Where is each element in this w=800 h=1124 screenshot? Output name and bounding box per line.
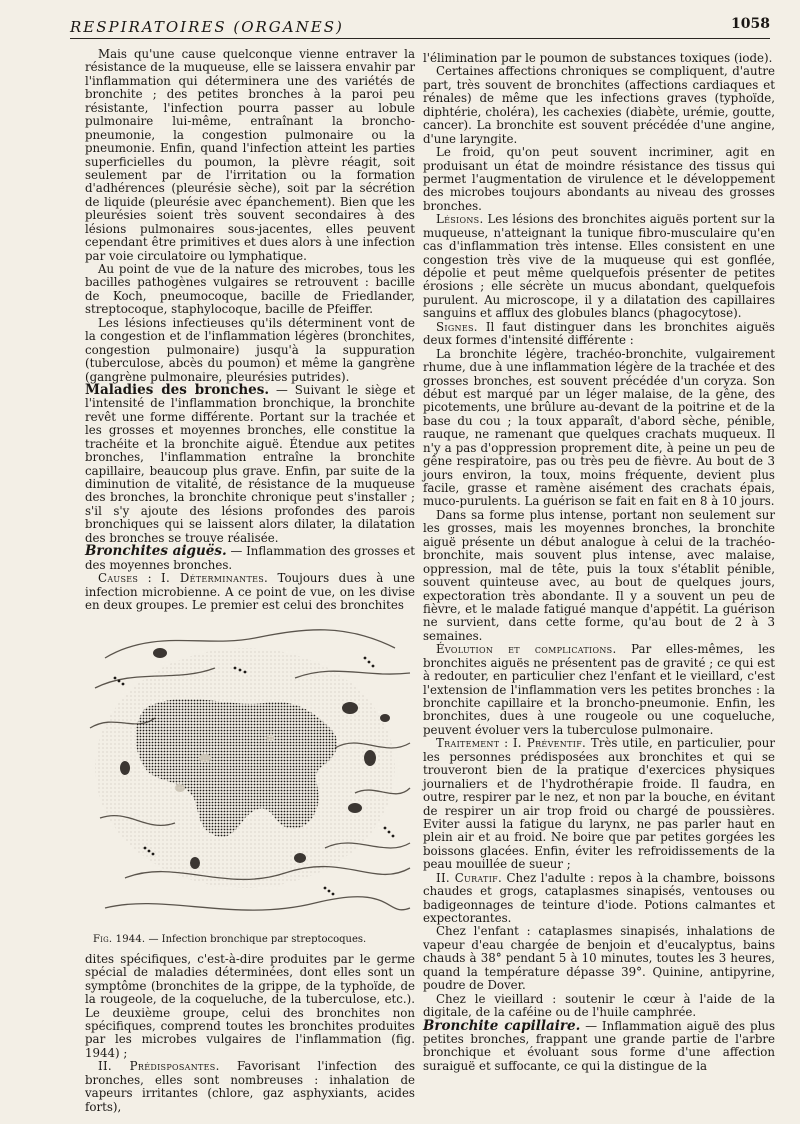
paragraph: Mais qu'une cause quelconque vienne entraver la résistance de la muqueuse, elle se laissera envahir par l'inflammation qui déterminera une des variétés de bronchite ; des petites bronches à la paroi peu résistante, l'infection pourra passer au lobule pulmonaire lui-même, entraînant la broncho-pneumonie, la congestion pulmonaire ou la pneumonie. Enfin, quand l'infection atteint les parties superficielles du poumon, la plèvre réagit, soit seulement par de l'irritation ou la formation d'adhérences (pleurésie sèche), soit par la sécrétion de liquide (pleurésie avec épanchement). Bien que les pleurésies soient très souvent secondaires à des lésions pulmonaires sous-jacentes, elles peuvent cependant être primitives et dues alors à une infection par voie circulatoire ou lymphatique. [85, 47, 415, 263]
causes-label: Causes [98, 571, 139, 586]
section-text: — Suivant le siège et l'intensité de l'inflammation bronchique, la bronchite revêt une forme différente. Portant sur la trachée et les grosses et moyennes bronches, elle constitue la trachéite et la bronchite aiguë. Étendue aux petites bronches, l'inflammation entraîne la bronchite capillaire, beaucoup plus grave. Enfin, par suite de la diminution de vitalité, de résistance de la muqueuse des bronches, la bronchite chronique peut s'installer ; s'il s'y ajoute des lésions profondes des parois bronchiques qui se laissent alors dilater, la dilatation des bronches se trouve réalisée. [85, 382, 415, 545]
lesions-paragraph [423, 213, 775, 321]
paragraph: La bronchite légère, trachéo-bronchite, vulgairement rhume, due à une inflammation légère de la trachée et des grosses bronches, est souvent précédée d'un coryza. Son début est marqué par un léger malaise, de la gêne, des picotements, une brûlure au-devant de la poitrine et de la base du cou ; la toux apparaît, d'abord sèche, pénible, rauque, ne ramenant que quelques crachats muqueux. Il n'y a pas d'oppression proprement dite, à peine un peu de gêne respiratoire, pas ou très peu de fièvre. Au bout de 3 jours environ, la toux, moins fréquente, devient plus facile, grasse et ramène aisément des crachats épais, muco-purulents. La guérison se fait en fait en 8 à 10 jours. [423, 346, 775, 509]
evolution-text: Par elles-mêmes, les bronchites aiguës ne présentent pas de gravité ; ce qui est à redouter, en particulier chez l'enfant et le vieillard, c'est l'extension de l'inflammation vers les petites bronches : la bronchite capillaire et la broncho-pneumonie. Enfin, les bronchites, dues à une rougeole ou une coqueluche, peuvent évoluer vers la tuberculose pulmonaire. [423, 642, 776, 737]
traitement-paragraph: Traitement : I. Préventif. Très utile, en particulier, pour les personnes prédisposées aux bronchites et qui se trouveront bien de la pratique d'exercices physiques journaliers et de l'hydrothérapie froide. Il faudra, en outre, respirer par le nez, et non par la bouche, en évitant de respirer un air trop froid ou chargé de poussières. Eviter aussi la fatigue du larynx, ne pas parler haut en plein air et au froid. Ne boire que par petites gorgées les boissons glacées. Enfin, éviter les refroidissements de la peau mouillée de sueur ; [423, 736, 775, 872]
figure-caption-text: — Infection bronchique par streptocoques. [145, 934, 367, 946]
signes-text: Il faut distinguer dans les bronchites aiguës deux formes d'intensité différente : [423, 319, 775, 348]
figure-caption [93, 933, 415, 946]
figure-1944 [85, 618, 415, 930]
paragraph: Dans sa forme plus intense, portant non seulement sur les grosses, mais les moyennes bronches, la bronchite aiguë présente un début analogue à celui de la trachéo-bronchite, mais souvent plus intense, avec malaise, oppression, mal de tête, puis la toux s'établit pénible, souvent quinteuse avec, au bout de quelques jours, expectoration très abondante. Il y a souvent un peu de fièvre, et le malade fatigué manque d'appétit. La guérison ne survient, dans cette forme, qu'au bout de 2 à 3 semaines. [423, 507, 775, 643]
causes-paragraph: Causes : I. Déterminantes. Toujours dues à une infection microbienne. A ce point de vue, on les divise en deux groupes. Le premier est celui des bronchites [85, 571, 415, 612]
lesions-label: Lésions. [436, 212, 484, 227]
curatif-text: Chez l'adulte : repos à la chambre, boissons chaudes et grogs, cataplasmes sinapisés, ventouses ou badigeonnages de teinture d'iode. Potions calmantes et expectorantes. [423, 870, 775, 925]
section-text: — Inflammation des grosses et des moyennes bronches. [85, 544, 415, 572]
paragraph: Certaines affections chroniques se compliquent, d'autre part, très souvent de bronchites (affections cardiaques et rénales) de même que les infections graves (typhoïde, diphtérie, choléra), les cachexies (diabète, urémie, goutte, cancer). La bronchite est souvent précédée d'une angine, d'une laryngite. [423, 64, 775, 146]
figure-caption-label: Fig. 1944. [93, 934, 146, 946]
traitement-text: Très utile, en particulier, pour les personnes prédisposées aux bronchites et qui se trouveront bien de la pratique d'exercices physiques journaliers et de l'hydrothérapie froide. Il faudra, en outre, respirer par le nez, et non par la bouche, en évitant de respirer un air trop froid ou chargé de poussières. Eviter aussi la fatigue du larynx, ne pas parler haut en plein air et au froid. Ne boire que par petites gorgées les boissons glacées. Enfin, éviter les refroidissements de la peau mouillée de sueur ; [423, 736, 775, 872]
section-text: — Inflammation aiguë des plus petites bronches, frappant une grande partie de l'arbre bronchique et évoluant sous forme d'une affection suraiguë et suffocante, ce qui la distingue de la [423, 1018, 775, 1073]
curatif-label: II. Curatif. [436, 870, 503, 885]
left-column [85, 48, 415, 1114]
paragraph: dites spécifiques, c'est-à-dire produites par le germe spécial de maladies déterminées, dont elles sont un symptôme (bronchites de la grippe, de la typhoïde, de la rougeole, de la coqueluche, de la tuberculose, etc.). Le deuxième groupe, celui des bronchites non spécifiques, comprend toutes les bronchites produites par les microbes vulgaires de l'inflammation (fig. 1944) ; [85, 951, 415, 1060]
traitement-sub: I. Préventif. [512, 736, 587, 751]
causes-text: Toujours dues à une infection microbienne. A ce point de vue, on les divise en deux groupes. Le premier est celui des bronchites [85, 571, 415, 612]
evolution-label: Évolution et complications. [436, 642, 617, 657]
causes-sub: I. Déterminantes. [161, 571, 269, 586]
predisposantes-paragraph [85, 1060, 415, 1114]
section-capillaire [423, 1017, 775, 1074]
section-heading: Maladies des bronches. [85, 381, 270, 398]
section-maladies [85, 381, 415, 545]
evolution-paragraph [423, 643, 775, 737]
paragraph: Chez l'enfant : cataplasmes sinapisés, inhalations de vapeur d'eau chargée de benjoin et d'eucalyptus, bains chauds à 38° pendant 5 à 10 minutes, toutes les 3 heures, quand la température dépasse 39°. Quinine, antipyrine, poudre de Dover. [423, 924, 775, 993]
predisposantes-label: II. Prédisposantes. [98, 1059, 220, 1074]
lesions-text: Les lésions des bronchites aiguës portent sur la muqueuse, n'atteignant la tunique fibro-musculaire qu'en cas d'inflammation très intense. Elles consistent en une congestion très vive de la muqueuse qui est gonflée, dépolie et peut même quelquefois présenter de petites érosions ; elle sécrète un mucus abondant, quelquefois purulent. Au microscope, il y a dilatation des capillaires sanguins et afflux des globules blancs (phagocytose). [423, 212, 775, 321]
section-heading: Bronchites aiguës. [85, 543, 227, 560]
paragraph: Chez le vieillard : soutenir le cœur à l'aide de la digitale, de la caféine ou de l'huile camphrée. [423, 991, 775, 1020]
paragraph: Au point de vue de la nature des microbes, tous les bacilles pathogènes vulgaires se retrouvent : bacille de Koch, pneumocoque, bacille de Friedlander, streptocoque, staphylocoque, bacille de Pfeiffer. [85, 262, 415, 317]
traitement-label: Traitement [436, 736, 500, 751]
right-column [423, 52, 775, 1073]
running-header [70, 14, 770, 39]
paragraph: Le froid, qu'on peut souvent incriminer, agit en produisant un état de moindre résistance des tissus qui permet l'augmentation de virulence et le développement des microbes toujours abondants au niveau des grosses bronches. [423, 145, 775, 213]
paragraph: Les lésions infectieuses qu'ils déterminent vont de la congestion et de l'inflammation légères (bronchites, congestion pulmonaire) jusqu'à la suppuration (tuberculose, abcès du poumon) et même la gangrène (gangrène pulmonaire, pleurésies putrides). [85, 315, 415, 384]
curatif-paragraph [423, 872, 775, 926]
signes-paragraph [423, 321, 775, 348]
header-title: RESPIRATOIRES (ORGANES) [70, 18, 344, 36]
predisposantes-text: Favorisant l'infection des bronches, elles sont nombreuses : inhalation de vapeurs irritantes (chlore, gaz asphyxiants, acides forts), [85, 1059, 415, 1114]
microscope-illustration-icon [85, 618, 415, 930]
page-number: 1058 [731, 16, 770, 32]
signes-label: Signes. [436, 319, 478, 334]
section-bronchites-aigues [85, 545, 415, 572]
section-heading: Bronchite capillaire. [423, 1017, 581, 1034]
paragraph: l'élimination par le poumon de substances toxiques (iode). [423, 51, 773, 65]
